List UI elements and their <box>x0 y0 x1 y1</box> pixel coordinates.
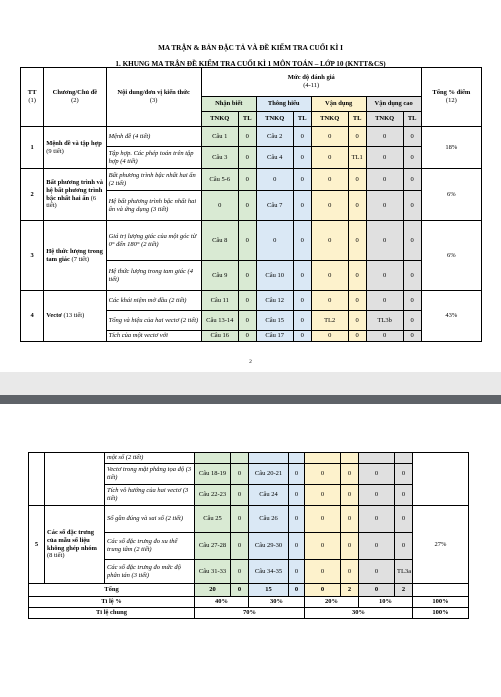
row-noidung: Các số đặc trưng đo mức độ phân tán (3 tiết) <box>105 560 195 584</box>
cell: Câu 34-35 <box>249 560 289 584</box>
cell: 0 <box>293 291 311 311</box>
row-percent: 6% <box>421 169 481 221</box>
row-percent: 27% <box>413 506 469 584</box>
cell: 0 <box>395 485 413 506</box>
cell: 0 <box>305 506 341 533</box>
row-noidung: Hệ bất phương trình bậc nhất hai ẩn và ứng dụng (3 tiết) <box>106 191 201 221</box>
cell: Câu 16 <box>201 331 238 342</box>
cell: 0 <box>311 291 348 311</box>
matrix-table-page-2 <box>28 452 469 619</box>
cell: Câu 13-14 <box>201 311 238 331</box>
cell: 100% <box>413 597 469 608</box>
row-chuong: Mệnh đề và tập hợp (9 tiết) <box>44 127 106 169</box>
cell: 0 <box>311 191 348 221</box>
row-tt: 5 <box>29 506 45 584</box>
cell: 0 <box>359 533 395 560</box>
cell: 0 <box>403 191 421 221</box>
row-noidung: Mệnh đề (4 tiết) <box>106 127 201 147</box>
cell: 0 <box>238 291 256 311</box>
cell: 0 <box>293 147 311 169</box>
cell: Câu 5-6 <box>201 169 238 191</box>
row-tt: 3 <box>21 221 44 291</box>
header-vandungcao: Vận dụng cao <box>366 97 421 112</box>
row-noidung: Các số đặc trưng đo xu thế trung tâm (2 tiết) <box>105 533 195 560</box>
cell: Câu 24 <box>249 485 289 506</box>
cell: 0 <box>231 485 249 506</box>
cell: 0 <box>289 584 305 597</box>
cell: 0 <box>311 331 348 342</box>
header-thonghieu: Thông hiểu <box>256 97 311 112</box>
cell: 0 <box>403 221 421 261</box>
cell: TL3a <box>395 560 413 584</box>
cell: Câu 11 <box>201 291 238 311</box>
cell: 2 <box>341 584 359 597</box>
cell: 0 <box>231 533 249 560</box>
cell: 0 <box>238 147 256 169</box>
cell: 0 <box>311 221 348 261</box>
cell: 0 <box>359 584 395 597</box>
cell: 2 <box>395 584 413 597</box>
header-tnkq-nb: TNKQ <box>201 112 238 127</box>
overall-label: Tỉ lệ chung <box>29 608 195 619</box>
cell: 0 <box>348 221 366 261</box>
cell: 20% <box>305 597 359 608</box>
cell: 0 <box>366 147 403 169</box>
cell <box>195 453 231 464</box>
row-chuong: Hệ thức lượng trong tam giác (7 tiết) <box>44 221 106 291</box>
cell: 0 <box>238 169 256 191</box>
separator-bar <box>0 395 501 404</box>
table-row <box>21 221 482 261</box>
cell: 0 <box>359 464 395 485</box>
cell: 20 <box>195 584 231 597</box>
cell: Câu 2 <box>256 127 293 147</box>
row-tt <box>29 453 45 506</box>
cell: 0 <box>366 127 403 147</box>
cell: 0 <box>348 291 366 311</box>
cell: 0 <box>348 261 366 291</box>
cell: 0 <box>311 147 348 169</box>
cell: 0 <box>348 169 366 191</box>
row-noidung: Tích vô hướng của hai vectơ (3 tiết) <box>105 485 195 506</box>
cell: 0 <box>305 560 341 584</box>
page-number: 2 <box>249 359 252 365</box>
cell: 0 <box>289 533 305 560</box>
cell: 70% <box>195 608 305 619</box>
document-title: MA TRẬN & BẢN ĐẶC TẢ VÀ ĐỀ KIỂM TRA CUỐI KÌ I <box>158 44 343 52</box>
cell: 30% <box>249 597 305 608</box>
total-label: Tổng <box>29 584 195 597</box>
row-noidung: Tổng và hiệu của hai vectơ (2 tiết) <box>106 311 201 331</box>
header-tl-vd: TL <box>348 112 366 127</box>
row-noidung: Bất phương trình bậc nhất hai ẩn (2 tiết) <box>106 169 201 191</box>
cell: 0 <box>289 485 305 506</box>
cell: 10% <box>359 597 413 608</box>
percent-row <box>29 597 469 608</box>
cell: 0 <box>395 464 413 485</box>
cell: 0 <box>366 169 403 191</box>
header-tl-nb: TL <box>238 112 256 127</box>
cell: 0 <box>366 261 403 291</box>
page-separator <box>0 372 501 404</box>
cell: 0 <box>348 311 366 331</box>
matrix-table-page-1 <box>20 67 482 342</box>
cell: 0 <box>403 261 421 291</box>
cell: 0 <box>366 191 403 221</box>
cell <box>359 453 395 464</box>
row-noidung: Số gần đúng và sai số (2 tiết) <box>105 506 195 533</box>
row-noidung: Hệ thức lượng trong tam giác (4 tiết) <box>106 261 201 291</box>
header-tnkq-vd: TNKQ <box>311 112 348 127</box>
row-noidung: Giá trị lượng giác của một góc từ 0° đến 180° (2 tiết) <box>106 221 201 261</box>
header-tnkq-vdc: TNKQ <box>366 112 403 127</box>
row-percent: 43% <box>421 291 481 342</box>
cell <box>305 453 341 464</box>
cell: Câu 31-33 <box>195 560 231 584</box>
row-noidung: Tích của một vectơ với <box>106 331 201 342</box>
cell: 15 <box>249 584 289 597</box>
cell: 0 <box>348 191 366 221</box>
cell: 0 <box>293 331 311 342</box>
cell: 0 <box>403 311 421 331</box>
row-percent: 6% <box>421 221 481 291</box>
cell: 0 <box>231 560 249 584</box>
cell: Câu 20-21 <box>249 464 289 485</box>
table-row <box>21 169 482 191</box>
cell: 0 <box>366 331 403 342</box>
cell: 0 <box>403 331 421 342</box>
cell: TL1 <box>348 147 366 169</box>
header-vandung: Vận dụng <box>311 97 366 112</box>
cell: Câu 22-23 <box>195 485 231 506</box>
cell <box>413 584 469 597</box>
cell <box>249 453 289 464</box>
cell: 30% <box>305 608 413 619</box>
cell: 0 <box>366 221 403 261</box>
cell: 0 <box>359 485 395 506</box>
header-noidung: Nội dung/đơn vị kiến thức (3) <box>106 68 201 127</box>
cell: 0 <box>238 331 256 342</box>
section-title: 1. KHUNG MA TRẬN ĐỀ KIỂM TRA CUỐI KÌ 1 MÔN TOÁN – LỚP 10 (KNTT&CS) <box>115 60 386 68</box>
header-nhanbiet: Nhận biết <box>201 97 256 112</box>
cell: 0 <box>403 291 421 311</box>
cell: 0 <box>293 127 311 147</box>
percent-label: Tỉ lệ % <box>29 597 195 608</box>
cell: 0 <box>366 291 403 311</box>
header-tnkq-th: TNKQ <box>256 112 293 127</box>
cell: 0 <box>311 169 348 191</box>
cell: 0 <box>305 533 341 560</box>
row-tt: 2 <box>21 169 44 221</box>
row-percent <box>413 453 469 506</box>
cell: 0 <box>395 506 413 533</box>
cell: 0 <box>341 464 359 485</box>
cell: Câu 27-28 <box>195 533 231 560</box>
cell: 0 <box>238 191 256 221</box>
cell: 0 <box>341 533 359 560</box>
row-noidung: Vectơ trong mặt phẳng tọa độ (3 tiết) <box>105 464 195 485</box>
cell <box>395 453 413 464</box>
row-chuong: Các số đặc trưng của mẫu số liệu không ghép nhóm (8 tiết) <box>45 506 105 584</box>
cell: 0 <box>403 147 421 169</box>
cell: 0 <box>305 464 341 485</box>
row-chuong <box>45 453 105 506</box>
cell: Câu 18-19 <box>195 464 231 485</box>
row-noidung: Tập hợp. Các phép toán trên tập hợp (4 tiết) <box>106 147 201 169</box>
row-percent: 18% <box>421 127 481 169</box>
header-mucdo: Mức độ đánh giá (4-11) <box>201 68 421 97</box>
cell <box>231 453 249 464</box>
cell: Câu 26 <box>249 506 289 533</box>
cell: 0 <box>305 485 341 506</box>
cell: 0 <box>403 169 421 191</box>
header-tt: TT (1) <box>21 68 44 127</box>
cell: 0 <box>341 560 359 584</box>
cell: 0 <box>293 169 311 191</box>
cell: 0 <box>359 506 395 533</box>
cell: Câu 9 <box>201 261 238 291</box>
table-row <box>29 453 469 464</box>
cell: 0 <box>238 261 256 291</box>
cell: 0 <box>289 506 305 533</box>
table-row <box>21 291 482 311</box>
table-row <box>21 127 482 147</box>
cell: 0 <box>311 127 348 147</box>
cell: 0 <box>231 584 249 597</box>
cell: Câu 15 <box>256 311 293 331</box>
cell: Câu 7 <box>256 191 293 221</box>
cell: 0 <box>238 221 256 261</box>
cell: Câu 29-30 <box>249 533 289 560</box>
cell <box>289 453 305 464</box>
cell: 100% <box>413 608 469 619</box>
cell: 0 <box>359 560 395 584</box>
cell: 0 <box>256 169 293 191</box>
cell <box>341 453 359 464</box>
cell: Câu 12 <box>256 291 293 311</box>
header-tl-vdc: TL <box>403 112 421 127</box>
header-tong: Tổng % điểm (12) <box>421 68 481 127</box>
cell: TL3b <box>366 311 403 331</box>
cell: Câu 3 <box>201 147 238 169</box>
row-tt: 4 <box>21 291 44 342</box>
cell: 0 <box>289 560 305 584</box>
cell: 0 <box>238 127 256 147</box>
cell: 0 <box>348 127 366 147</box>
cell: 0 <box>395 533 413 560</box>
row-chuong: Bất phương trình và hệ bất phương trình bậc nhất hai ẩn (6 tiết) <box>44 169 106 221</box>
cell: Câu 1 <box>201 127 238 147</box>
cell: Câu 8 <box>201 221 238 261</box>
overall-row <box>29 608 469 619</box>
cell: 0 <box>403 127 421 147</box>
cell: 0 <box>256 221 293 261</box>
row-chuong: Vectơ (13 tiết) <box>44 291 106 342</box>
cell: 40% <box>195 597 249 608</box>
cell: 0 <box>289 464 305 485</box>
header-tl-th: TL <box>293 112 311 127</box>
total-row <box>29 584 469 597</box>
cell: 0 <box>201 191 238 221</box>
row-noidung: Các khái niệm mở đầu (2 tiết) <box>106 291 201 311</box>
table-row <box>29 506 469 533</box>
cell: Câu 10 <box>256 261 293 291</box>
cell: Câu 25 <box>195 506 231 533</box>
cell: 0 <box>305 584 341 597</box>
cell: 0 <box>231 464 249 485</box>
cell: 0 <box>348 331 366 342</box>
cell: 0 <box>293 221 311 261</box>
row-tt: 1 <box>21 127 44 169</box>
cell: 0 <box>311 261 348 291</box>
cell: 0 <box>341 506 359 533</box>
cell: Câu 17 <box>256 331 293 342</box>
row-noidung: một số (2 tiết) <box>105 453 195 464</box>
cell: 0 <box>341 485 359 506</box>
cell: 0 <box>293 191 311 221</box>
cell: Câu 4 <box>256 147 293 169</box>
cell: 0 <box>238 311 256 331</box>
header-chuong: Chương/Chủ đề (2) <box>44 68 106 127</box>
page-2 <box>0 404 501 697</box>
cell: 0 <box>293 311 311 331</box>
cell: 0 <box>231 506 249 533</box>
cell: 0 <box>293 261 311 291</box>
cell: TL2 <box>311 311 348 331</box>
